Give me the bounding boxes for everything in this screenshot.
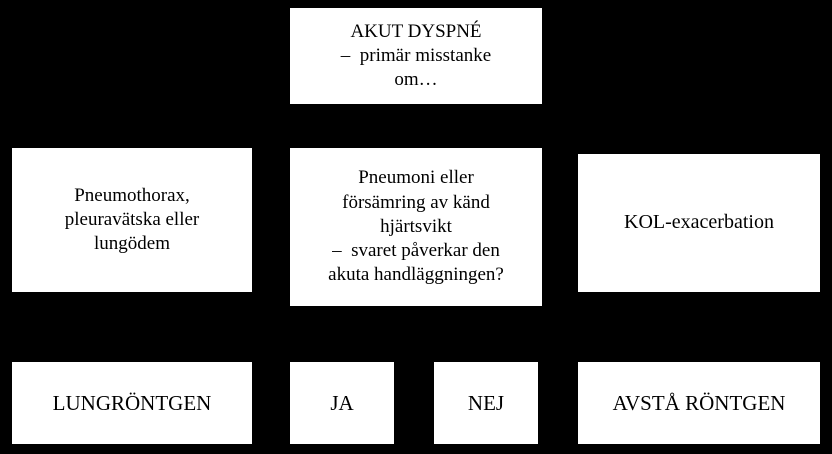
node-pneumoni-hjartsvikt-line-4: – svaret påverkar den	[332, 240, 500, 262]
node-pneumoni-hjartsvikt-line-3: hjärtsvikt	[380, 215, 452, 237]
node-pneumothorax	[10, 146, 254, 294]
node-akut-dyspne-line-2: – primär misstanke	[340, 44, 492, 66]
node-kol-exacerbation	[576, 152, 822, 294]
node-akut-dyspne-line-3: om…	[394, 69, 438, 91]
node-nej	[432, 360, 540, 446]
node-kol-exacerbation-line-1: KOL-exacerbation	[624, 211, 774, 234]
node-akut-dyspne-line-1: AKUT DYSPNÉ	[350, 20, 482, 42]
node-pneumothorax-line-3: lungödem	[94, 233, 170, 255]
node-pneumoni-hjartsvikt-line-1: Pneumoni eller	[358, 167, 474, 189]
node-ja-line-1: JA	[330, 390, 354, 415]
node-pneumoni-hjartsvikt-line-2: försämring av känd	[342, 191, 490, 213]
node-nej-line-1: NEJ	[467, 390, 505, 415]
node-ja	[288, 360, 396, 446]
node-akut-dyspne	[288, 6, 544, 106]
node-avsta-rontgen-line-1: AVSTÅ RÖNTGEN	[612, 390, 786, 415]
node-lungrontgen-line-1: LUNGRÖNTGEN	[52, 390, 212, 415]
node-lungrontgen	[10, 360, 254, 446]
node-avsta-rontgen	[576, 360, 822, 446]
node-pneumothorax-line-2: pleuravätska eller	[64, 208, 200, 230]
node-pneumoni-hjartsvikt	[288, 146, 544, 308]
node-pneumoni-hjartsvikt-line-5: akuta handläggningen?	[328, 264, 504, 286]
node-pneumothorax-line-1: Pneumothorax,	[74, 184, 190, 206]
